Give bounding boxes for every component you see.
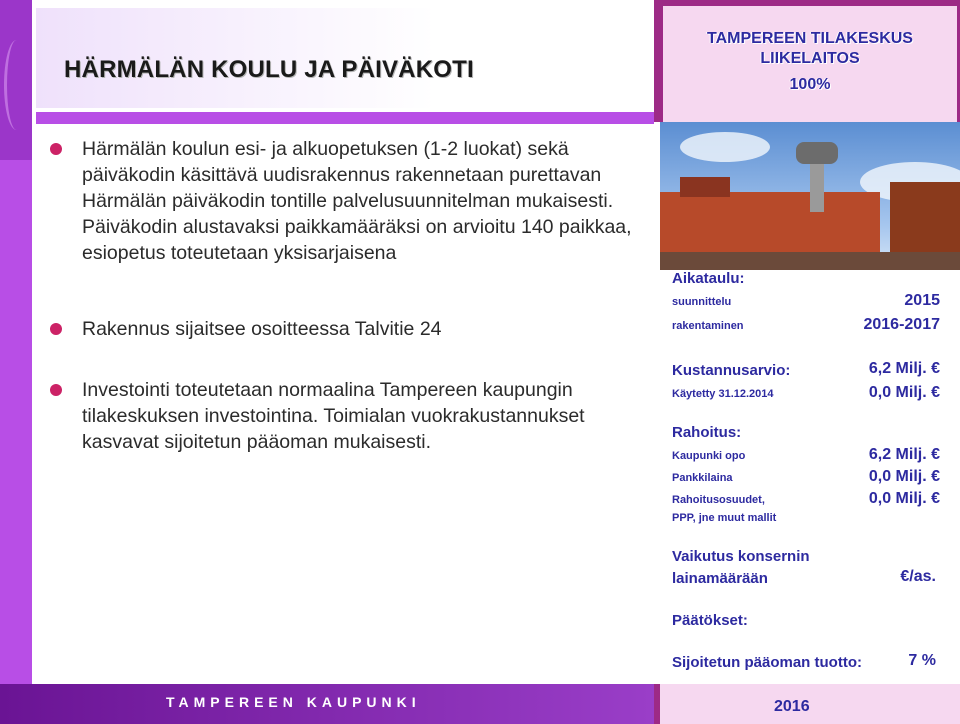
- design-label: suunnittelu: [672, 296, 732, 308]
- design-value: 2015: [904, 292, 940, 309]
- estimate-label: Kustannusarvio:: [672, 362, 791, 379]
- city-value: 6,2 Milj. €: [868, 446, 940, 463]
- loan-label-2: lainamäärään: [672, 570, 768, 587]
- used-label: Käytetty 31.12.2014: [672, 388, 774, 400]
- list-item: [42, 377, 642, 455]
- loan-section: [672, 548, 940, 594]
- funding-heading: Rahoitus:: [672, 424, 742, 441]
- build-label: rakentaminen: [672, 320, 744, 332]
- left-decor-bar: [0, 0, 32, 724]
- bank-label: Pankkilaina: [672, 472, 733, 484]
- footer-org: TAMPEREEN KAUPUNKI: [166, 694, 421, 710]
- info-header-inner: [660, 6, 957, 122]
- bullet-dot-icon: [50, 323, 62, 335]
- loan-label-1: Vaikutus konsernin: [672, 548, 810, 565]
- estimate-value: 6,2 Milj. €: [868, 360, 940, 377]
- list-item: [42, 316, 642, 342]
- photo-roof: [680, 177, 730, 197]
- used-value: 0,0 Milj. €: [868, 384, 940, 401]
- photo-tower-top: [796, 142, 838, 164]
- funding-section: [672, 424, 940, 528]
- bank-value: 0,0 Milj. €: [868, 468, 940, 485]
- header-org: TAMPEREEN TILAKESKUS: [707, 30, 913, 47]
- schedule-heading: Aikataulu:: [672, 270, 745, 287]
- bullet-dot-icon: [50, 384, 62, 396]
- return-label: Sijoitetun pääoman tuotto:: [672, 654, 862, 671]
- bullet-text: Investointi toteutetaan normaalina Tampereen kaupungin tilakeskuksen investointina. Toimialan vuokrakustannukset kasvavat sijoitetun pääoman mukaisesti.: [82, 379, 585, 453]
- title-rule: [36, 112, 654, 124]
- list-item: [42, 136, 642, 266]
- build-value: 2016-2017: [863, 316, 940, 333]
- schedule-section: [672, 270, 940, 340]
- decisions-label: Päätökset:: [672, 612, 748, 629]
- photo-cloud: [680, 132, 770, 162]
- decisions-section: [672, 612, 940, 632]
- building-photo: [660, 122, 960, 270]
- fin-label-2: PPP, jne muut mallit: [672, 512, 777, 524]
- header-share: 100%: [789, 76, 831, 93]
- fin-label-1: Rahoitusosuudet,: [672, 494, 765, 506]
- bullet-text: Rakennus sijaitsee osoitteessa Talvitie 24: [82, 318, 442, 340]
- bullet-list: [42, 136, 642, 455]
- photo-ground: [660, 252, 960, 270]
- return-section: [672, 652, 940, 674]
- city-label: Kaupunki opo: [672, 450, 746, 462]
- page-title: HÄRMÄLÄN KOULU JA PÄIVÄKOTI: [64, 56, 474, 83]
- cost-section: [672, 360, 940, 410]
- header-unit: LIIKELAITOS: [760, 50, 860, 67]
- footer-year: 2016: [774, 698, 810, 715]
- loan-value: €/as.: [900, 568, 936, 585]
- fin-value: 0,0 Milj. €: [868, 490, 940, 507]
- return-value: 7 %: [908, 652, 936, 669]
- bullet-text: Härmälän koulun esi- ja alkuopetuksen (1-2 luokat) sekä päiväkodin käsittävä uudisrakennus rakennetaan purettavan Härmälän päiväkodin tontille palvelusuunnitelman mukaisesti. Päiväkodin alustavaksi paikkamääräksi on arvioitu 140 paikkaa, esiopetus toteutetaan yksisarjaisena: [82, 138, 632, 264]
- left-decor-swirl: [4, 40, 29, 130]
- bullet-dot-icon: [50, 143, 62, 155]
- info-header: [654, 0, 960, 122]
